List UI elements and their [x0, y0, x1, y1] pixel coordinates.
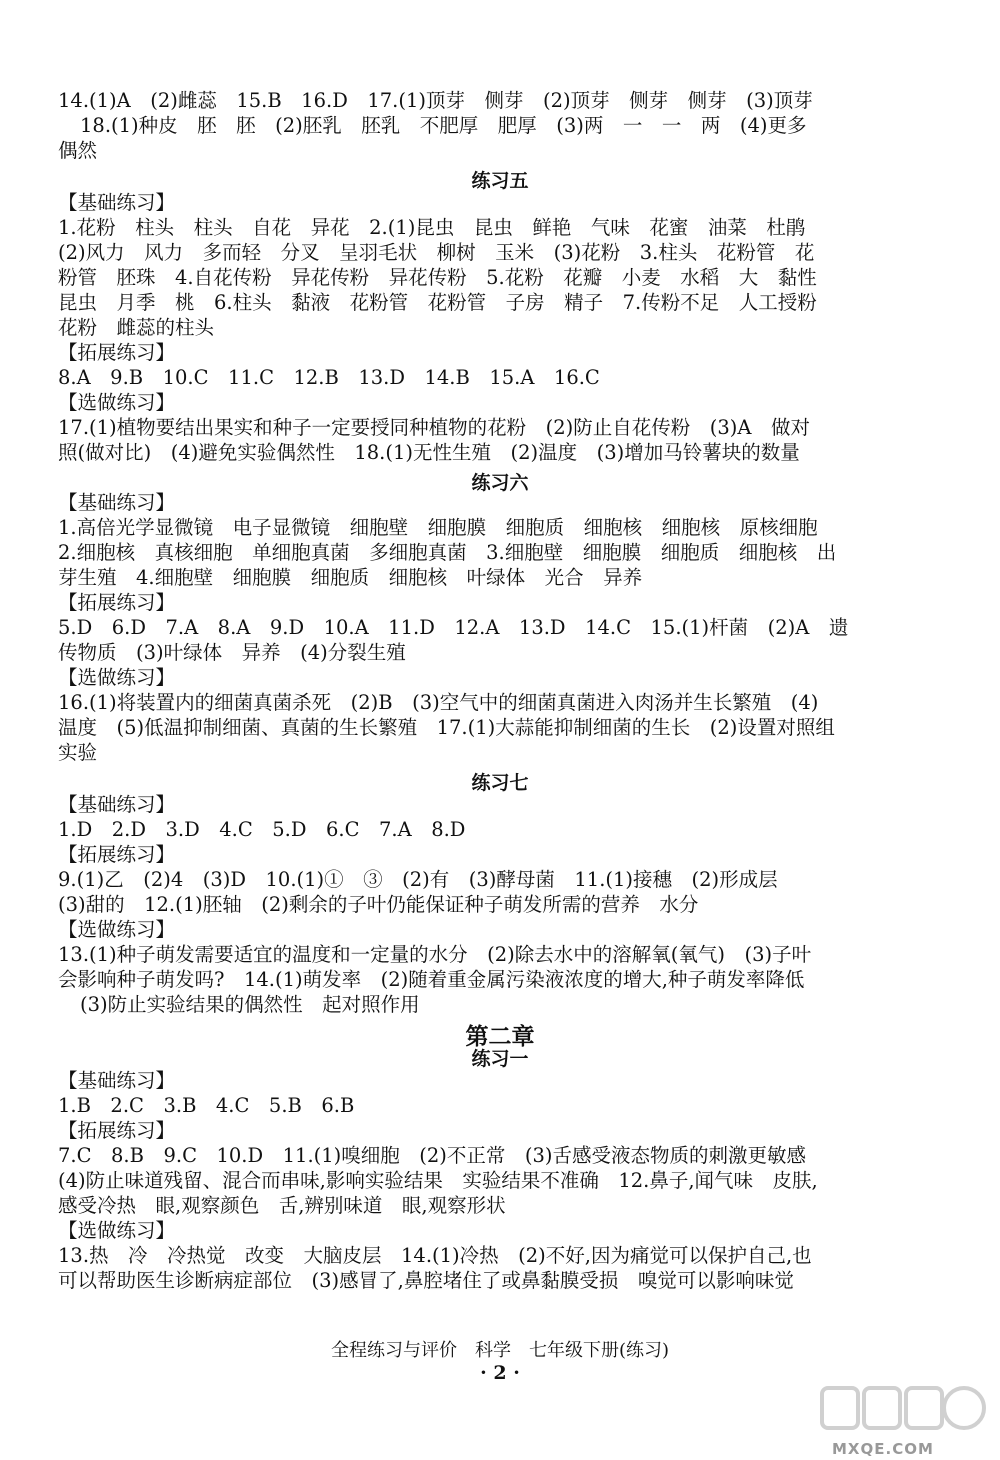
answer-line: 偶然	[58, 139, 98, 162]
answer-line: 温度 (5)低温抑制细菌、真菌的生长繁殖 17.(1)大蒜能抑制细菌的生长 (2)设置对照组	[58, 716, 835, 739]
answer-line: (2)风力 风力 多而轻 分叉 呈羽毛状 柳树 玉米 (3)花粉 3.柱头 花粉管 花	[58, 241, 815, 264]
answer-line: 1.B 2.C 3.B 4.C 5.B 6.B	[58, 1094, 355, 1117]
answer-line: 【拓展练习】	[58, 843, 176, 866]
answer-line: (3)防止实验结果的偶然性 起对照作用	[80, 993, 420, 1016]
answer-line: 【选做练习】	[58, 666, 176, 689]
section-heading: 练习五	[471, 170, 529, 192]
answer-line: 【选做练习】	[58, 918, 176, 941]
answer-line: 2.细胞核 真核细胞 单细胞真菌 多细胞真菌 3.细胞壁 细胞膜 细胞质 细胞核 出	[58, 541, 837, 564]
page-number: · 2 ·	[480, 1362, 520, 1384]
watermark-text: MXQE.COM	[832, 1440, 934, 1458]
answer-line: 【基础练习】	[58, 793, 176, 816]
answer-line: 1.高倍光学显微镜 电子显微镜 细胞壁 细胞膜 细胞质 细胞核 细胞核 原核细胞	[58, 516, 818, 539]
answer-line: 实验	[58, 741, 98, 764]
answer-line: 1.D 2.D 3.D 4.C 5.D 6.C 7.A 8.D	[58, 818, 466, 841]
footer-book-title: 全程练习与评价 科学 七年级下册(练习)	[330, 1340, 670, 1361]
answer-line: 17.(1)植物要结出果实和种子一定要授同种植物的花粉 (2)防止自花传粉 (3)A 做对	[58, 416, 810, 439]
answer-line: 7.C 8.B 9.C 10.D 11.(1)嗅细胞 (2)不正常 (3)舌感受液态物质的刺激更敏感	[58, 1144, 807, 1167]
answer-line: 【基础练习】	[58, 191, 176, 214]
answer-line: (4)防止味道残留、混合而串味,影响实验结果 实验结果不准确 12.鼻子,闻气味 皮肤,	[58, 1169, 818, 1192]
answer-line: 5.D 6.D 7.A 8.A 9.D 10.A 11.D 12.A 13.D 14.C 15.(1)杆菌 (2)A 遗	[58, 616, 849, 639]
answer-line: (3)甜的 12.(1)胚轴 (2)剩余的子叶仍能保证种子萌发所需的营养 水分	[58, 893, 699, 916]
answer-line: 可以帮助医生诊断病症部位 (3)感冒了,鼻腔堵住了或鼻黏膜受损 嗅觉可以影响味觉	[58, 1269, 794, 1292]
answer-line: 照(做对比) (4)避免实验偶然性 18.(1)无性生殖 (2)温度 (3)增加马铃薯块的数量	[58, 441, 800, 464]
answer-line: 粉管 胚珠 4.自花传粉 异花传粉 异花传粉 5.花粉 花瓣 小麦 水稻 大 黏性	[58, 266, 817, 289]
answer-line: 【选做练习】	[58, 1219, 176, 1242]
answer-line: 【拓展练习】	[58, 1119, 176, 1142]
answer-line: 【基础练习】	[58, 491, 176, 514]
answer-line: 14.(1)A (2)雌蕊 15.B 16.D 17.(1)顶芽 侧芽 (2)顶芽 侧芽 侧芽 (3)顶芽	[58, 89, 813, 112]
answer-line: 感受冷热 眼,观察颜色 舌,辨别味道 眼,观察形状	[58, 1194, 506, 1217]
answer-line: 【拓展练习】	[58, 591, 176, 614]
answer-line: 18.(1)种皮 胚 胚 (2)胚乳 胚乳 不肥厚 肥厚 (3)两 一 一 两 (4)更多	[80, 114, 807, 137]
answer-line: 9.(1)乙 (2)4 (3)D 10.(1)① ③ (2)有 (3)酵母菌 11.(1)接穗 (2)形成层	[58, 868, 778, 891]
section-heading: 练习六	[471, 472, 529, 494]
answer-line: 昆虫 月季 桃 6.柱头 黏液 花粉管 花粉管 子房 精子 7.传粉不足 人工授粉	[58, 291, 817, 314]
answer-line: 【基础练习】	[58, 1069, 176, 1092]
answer-line: 会影响种子萌发吗? 14.(1)萌发率 (2)随着重金属污染液浓度的增大,种子萌发率降低	[58, 968, 805, 991]
answer-line: 16.(1)将装置内的细菌真菌杀死 (2)B (3)空气中的细菌真菌进入肉汤并生长繁殖 (4)	[58, 691, 819, 714]
answer-line: 花粉 雌蕊的柱头	[58, 316, 215, 339]
answer-line: 13.热 冷 冷热觉 改变 大脑皮层 14.(1)冷热 (2)不好,因为痛觉可以保护自己,也	[58, 1244, 812, 1267]
answer-line: 传物质 (3)叶绿体 异养 (4)分裂生殖	[58, 641, 406, 664]
answer-line: 【选做练习】	[58, 391, 176, 414]
answer-line: 8.A 9.B 10.C 11.C 12.B 13.D 14.B 15.A 16.C	[58, 366, 600, 389]
section-heading: 练习七	[471, 772, 529, 794]
chapter-heading: 第二章	[465, 1024, 535, 1050]
section-heading: 练习一	[471, 1048, 529, 1070]
answer-line: 芽生殖 4.细胞壁 细胞膜 细胞质 细胞核 叶绿体 光合 异养	[58, 566, 643, 589]
answer-line: 13.(1)种子萌发需要适宜的温度和一定量的水分 (2)除去水中的溶解氧(氧气) (3)子叶	[58, 943, 812, 966]
answer-line: 【拓展练习】	[58, 341, 176, 364]
answer-line: 1.花粉 柱头 柱头 自花 异花 2.(1)昆虫 昆虫 鲜艳 气味 花蜜 油菜 杜鹃	[58, 216, 806, 239]
